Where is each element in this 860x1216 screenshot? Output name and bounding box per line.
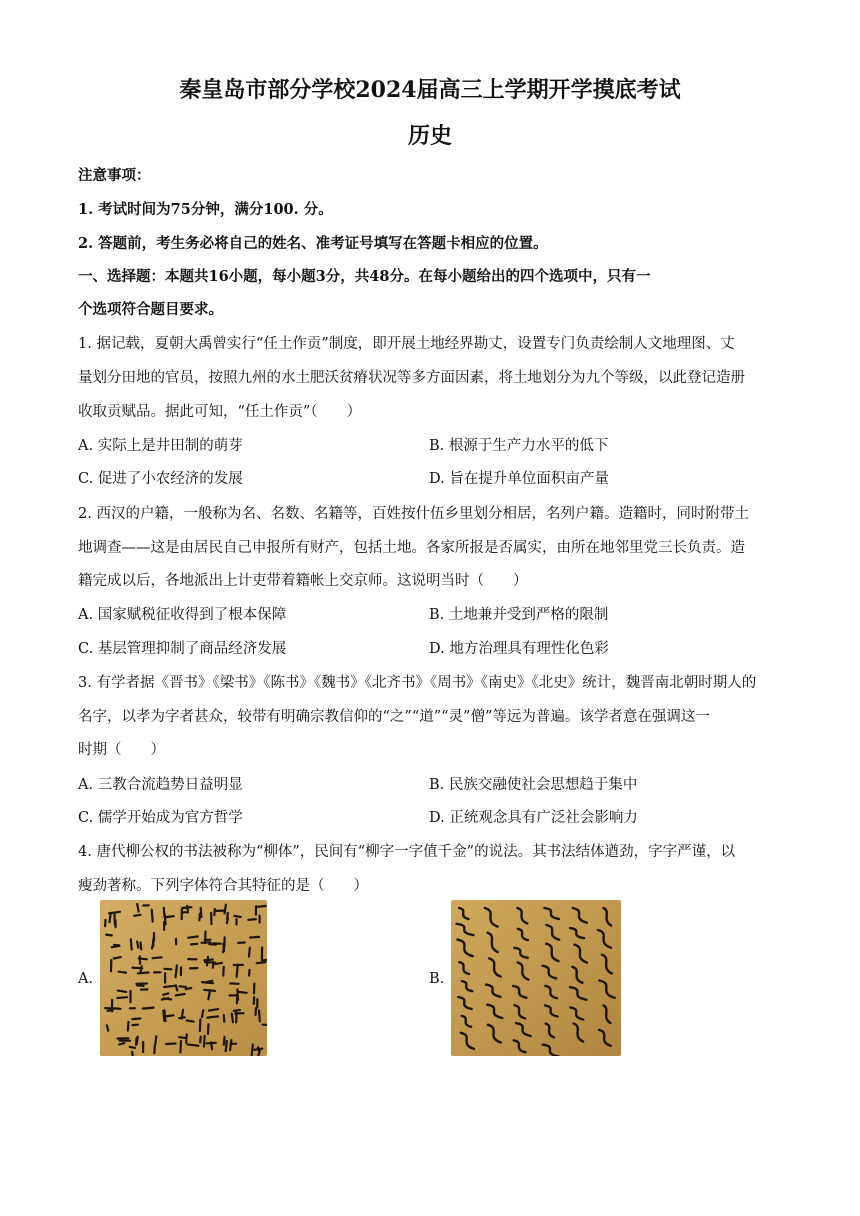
question-1-option-d[interactable]: D. 旨在提升单位面积亩产量 bbox=[429, 471, 609, 487]
question-2-option-c[interactable]: C. 基层管理抑制了商品经济发展 bbox=[78, 641, 287, 657]
question-4-stem: 瘦劲著称。下列字体符合其特征的是（ ） bbox=[78, 878, 368, 894]
question-2-stem: 籍完成以后，各地派出上计吏带着籍帐上交京师。这说明当时（ ） bbox=[78, 573, 528, 589]
calligraphy-image-a[interactable] bbox=[100, 900, 267, 1056]
question-3-option-b[interactable]: B. 民族交融使社会思想趋于集中 bbox=[429, 777, 638, 793]
question-4-option-a-label[interactable]: A. bbox=[78, 971, 94, 987]
question-4-stem: 4. 唐代柳公权的书法被称为“柳体”，民间有“柳字一字值千金”的说法。其书法结体遒劲，字字严谨，以 bbox=[78, 844, 736, 860]
calligraphy-image-b[interactable] bbox=[451, 900, 621, 1056]
question-2-stem: 2. 西汉的户籍，一般称为名、名数、名籍等，百姓按什伍乡里划分相居，名列户籍。造籍时，同时附带土 bbox=[78, 506, 749, 522]
note-item: 1. 考试时间为75分钟，满分100. 分。 bbox=[78, 201, 333, 218]
section-heading: 一、选择题：本题共16小题，每小题3分，共48分。在每小题给出的四个选项中，只有一 bbox=[78, 268, 651, 285]
exam-title: 秦皇岛市部分学校2024届高三上学期开学摸底考试 bbox=[179, 77, 681, 103]
question-3-option-d[interactable]: D. 正统观念具有广泛社会影响力 bbox=[429, 810, 638, 826]
section-heading-cont: 个选项符合题目要求。 bbox=[78, 301, 223, 318]
note-item: 2. 答题前，考生务必将自己的姓名、准考证号填写在答题卡相应的位置。 bbox=[78, 235, 548, 252]
question-1-stem: 量划分田地的官员，按照九州的水土肥沃贫瘠状况等多方面因素，将土地划分为九个等级，以此登记造册 bbox=[78, 370, 745, 386]
question-3-stem: 名字，以孝为字者甚众，较带有明确宗教信仰的“之”“道”“灵”僧”等远为普遍。该学者意在强调这一 bbox=[78, 709, 710, 725]
question-2-option-d[interactable]: D. 地方治理具有理性化色彩 bbox=[429, 641, 609, 657]
question-1-stem: 收取贡赋品。据此可知，“任土作贡”（ ） bbox=[78, 404, 362, 420]
question-2-option-b[interactable]: B. 土地兼并受到严格的限制 bbox=[429, 607, 609, 623]
question-3-stem: 3. 有学者据《晋书》《梁书》《陈书》《魏书》《北齐书》《周书》《南史》《北史》统计，魏晋南北朝时期人的 bbox=[78, 675, 757, 691]
question-4-option-b-label[interactable]: B. bbox=[429, 971, 445, 987]
question-3-option-a[interactable]: A. 三教合流趋势日益明显 bbox=[78, 777, 243, 793]
notes-heading: 注意事项： bbox=[78, 167, 151, 184]
question-1-option-b[interactable]: B. 根源于生产力水平的低下 bbox=[429, 438, 609, 454]
question-3-option-c[interactable]: C. 儒学开始成为官方哲学 bbox=[78, 810, 243, 826]
question-1-stem: 1. 据记载，夏朝大禹曾实行“任土作贡”制度，即开展土地经界勘丈，设置专门负责绘制人文地理图、丈 bbox=[78, 336, 735, 352]
question-2-stem: 地调查——这是由居民自己申报所有财产，包括土地。各家所报是否属实，由所在地邻里党三长负责。造 bbox=[78, 540, 745, 556]
question-3-stem: 时期（ ） bbox=[78, 742, 165, 758]
exam-subject: 历史 bbox=[407, 123, 452, 149]
question-1-option-a[interactable]: A. 实际上是井田制的萌芽 bbox=[78, 438, 243, 454]
question-1-option-c[interactable]: C. 促进了小农经济的发展 bbox=[78, 471, 243, 487]
question-2-option-a[interactable]: A. 国家赋税征收得到了根本保障 bbox=[78, 607, 287, 623]
